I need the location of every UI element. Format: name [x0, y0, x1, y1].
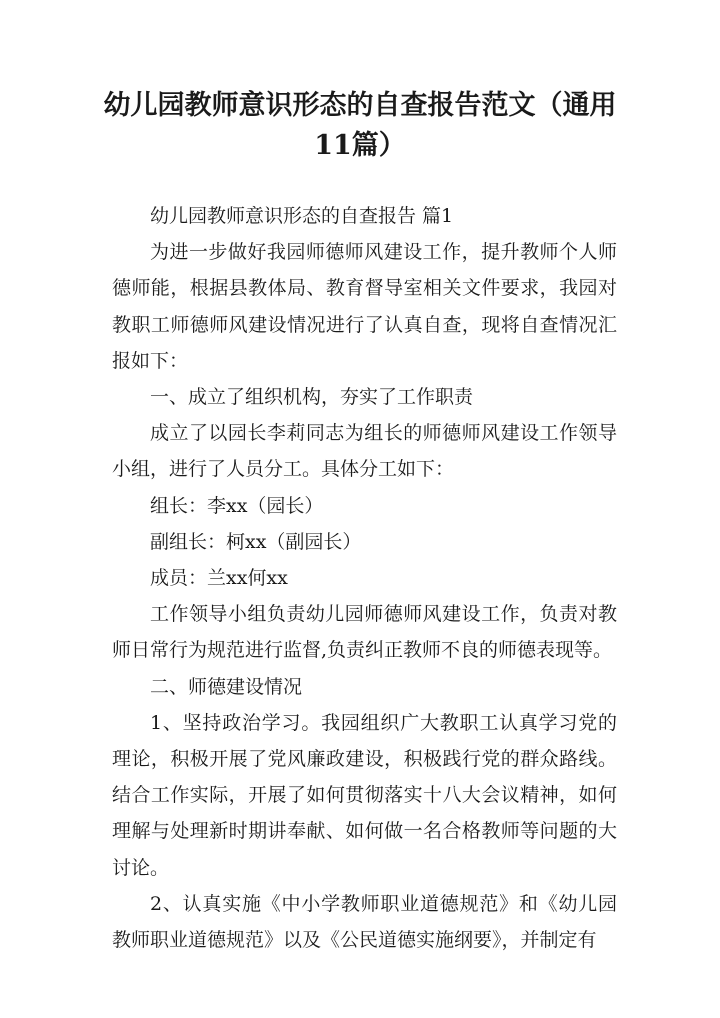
- paragraph: 副组长：柯xx（副园长）: [150, 530, 362, 553]
- paragraph: 成员：兰xx何xx: [150, 567, 288, 590]
- section-heading: 二、师德建设情况: [150, 675, 303, 698]
- paragraph: 2、认真实施《中小学教师职业道德规范》和《幼儿园教师职业道德规范》以及《公民道德实施纲要》，并制定有: [112, 892, 617, 952]
- document-body: [112, 198, 617, 958]
- section-heading: 一、成立了组织机构，夯实了工作职责: [150, 386, 474, 409]
- section-heading: 幼儿园教师意识形态的自查报告 篇1: [150, 205, 454, 227]
- paragraph: 组长：李xx（园长）: [150, 494, 324, 517]
- paragraph: 成立了以园长李莉同志为组长的师德师风建设工作领导小组，进行了人员分工。具体分工如下：: [112, 422, 617, 481]
- paragraph: 1、坚持政治学习。我园组织广大教职工认真学习党的理论，积极开展了党风廉政建设，积极践行党的群众路线。结合工作实际，开展了如何贯彻落实十八大会议精神，如何理解与处理新时期讲奉献、如何做一名合格教师等问题的大讨论。: [112, 711, 617, 879]
- document-title-line-1: 幼儿园教师意识形态的自查报告范文（通用: [103, 90, 617, 121]
- paragraph: 工作领导小组负责幼儿园师德师风建设工作，负责对教师日常行为规范进行监督,负责纠正教师不良的师德表现等。: [112, 603, 617, 662]
- document-title-line-2: 11篇）: [314, 130, 406, 161]
- paragraph: 为进一步做好我园师德师风建设工作，提升教师个人师德师能，根据县教体局、教育督导室相关文件要求，我园对教职工师德师风建设情况进行了认真自查，现将自查情况汇报如下：: [112, 241, 617, 372]
